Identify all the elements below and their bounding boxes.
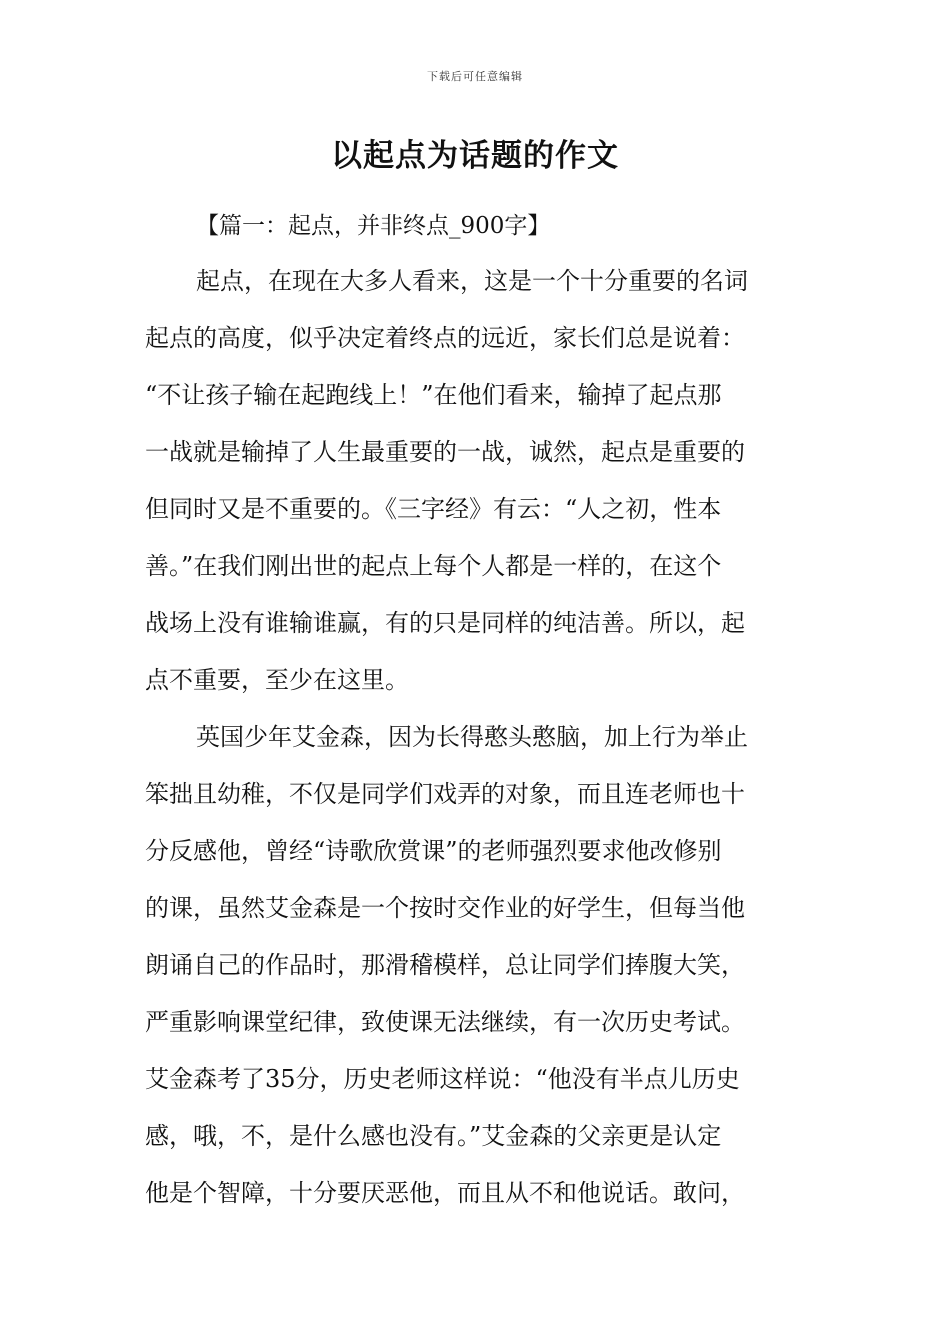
paragraph-line: 起点，在现在大多人看来，这是一个十分重要的名词 <box>196 267 748 295</box>
paragraph-line: 分反感他，曾经“诗歌欣赏课”的老师强烈要求他改修别 <box>145 837 722 865</box>
paragraph-line: 的课，虽然艾金森是一个按时交作业的好学生，但每当他 <box>145 894 745 922</box>
section-heading: 【篇一：起点，并非终点_900字】 <box>196 213 551 239</box>
paragraph-line: 善。”在我们刚出世的起点上每个人都是一样的，在这个 <box>145 552 722 580</box>
paragraph-line: 感，哦，不，是什么感也没有。”艾金森的父亲更是认定 <box>145 1122 722 1150</box>
paragraph-line: 笨拙且幼稚，不仅是同学们戏弄的对象，而且连老师也十 <box>145 780 745 808</box>
paragraph-line: “不让孩子输在起跑线上！”在他们看来，输掉了起点那 <box>145 381 722 409</box>
paragraph-line: 起点的高度，似乎决定着终点的远近，家长们总是说着： <box>145 324 745 352</box>
paragraph-line: 他是个智障，十分要厌恶他，而且从不和他说话。敢问， <box>145 1179 745 1207</box>
paragraph-line: 但同时又是不重要的。《三字经》有云：“人之初，性本 <box>145 495 722 523</box>
header-note: 下载后可任意编辑 <box>427 70 523 83</box>
paragraph-line: 艾金森考了35分，历史老师这样说：“他没有半点儿历史 <box>145 1065 740 1093</box>
paragraph-line: 英国少年艾金森，因为长得憨头憨脑，加上行为举止 <box>196 723 748 751</box>
document-title: 以起点为话题的作文 <box>331 138 619 174</box>
paragraph-line: 朗诵自己的作品时，那滑稽模样，总让同学们捧腹大笑， <box>145 951 745 979</box>
paragraph-line: 严重影响课堂纪律，致使课无法继续，有一次历史考试。 <box>145 1008 745 1036</box>
paragraph-line: 战场上没有谁输谁赢，有的只是同样的纯洁善。所以，起 <box>145 609 745 637</box>
paragraph-line: 一战就是输掉了人生最重要的一战，诚然，起点是重要的 <box>145 438 745 466</box>
paragraph-line: 点不重要，至少在这里。 <box>145 666 409 694</box>
